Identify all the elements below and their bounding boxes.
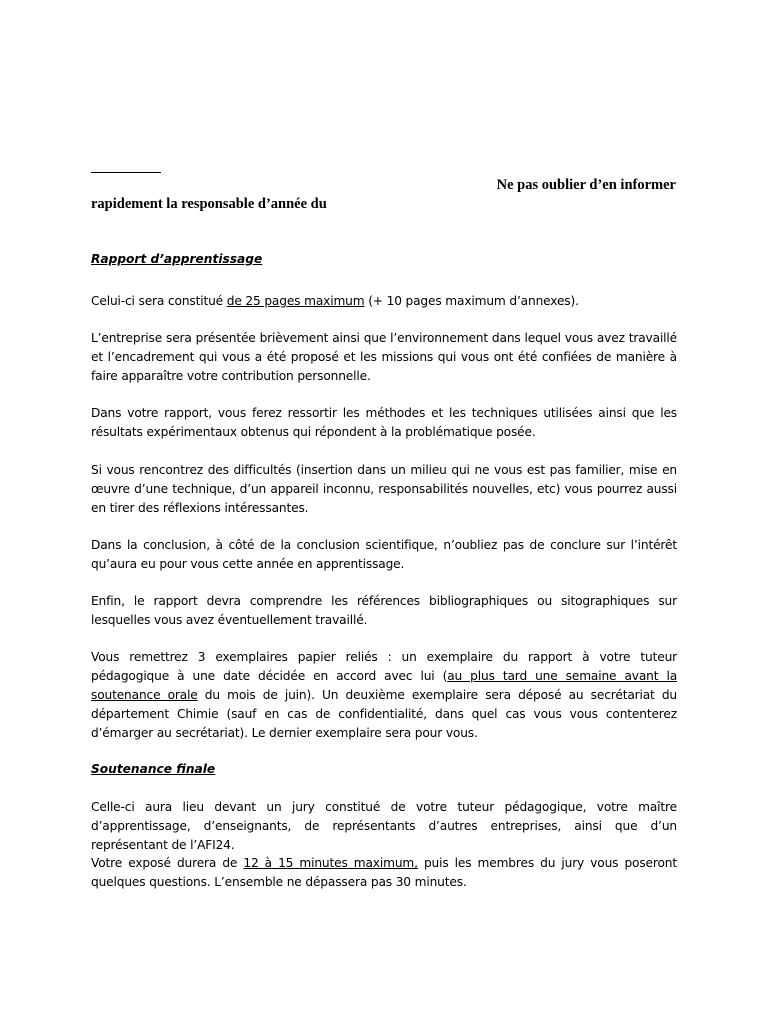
paragraph-page-limit: [91, 292, 677, 311]
section-heading-rapport: Rapport d’apprentissage: [91, 252, 263, 266]
notice-line-2: rapidement la responsable d’année du: [91, 196, 327, 212]
section-heading-soutenance: Soutenance finale: [91, 762, 216, 776]
paragraph-conclusion: [91, 536, 677, 574]
paragraph-text: Si vous rencontrez des difficultés (insertion dans un milieu qui ne vous est pas familier, mise en œuvre d’une technique, d’un appareil inconnu, responsabilités nouvelles, etc) vous pourrez aussi en tirer des réflexions intéressantes.: [91, 463, 677, 515]
paragraph-methodes: [91, 404, 677, 442]
text-run: puis les membres du jury vous poseront quelques questions. L’ensemble ne dépassera pas 30 minutes.: [91, 856, 677, 889]
text-run: du mois de juin). Un deuxième exemplaire sera déposé au secrétariat du département Chimie (sauf en cas de confidentialité, dans quel cas vous vous contenterez d’émarger au secrétariat). Le dernier exemplaire sera pour vous.: [91, 688, 677, 740]
paragraph-text: Celle-ci aura lieu devant un jury constitué de votre tuteur pédagogique, votre maître d’apprentissage, d’enseignants, de représentants d’autres entreprises, ainsi que d’un représentant de l’AFI24.: [91, 800, 677, 852]
paragraph-exemplaires: [91, 648, 677, 743]
paragraph-entreprise: [91, 329, 677, 386]
paragraph-text: Dans votre rapport, vous ferez ressortir les méthodes et les techniques utilisées ainsi que les résultats expérimentaux obtenus qui répondent à la problématique posée.: [91, 406, 677, 439]
paragraph-text: L’entreprise sera présentée brièvement ainsi que l’environnement dans lequel vous avez travaillé et l’encadrement qui vous a été proposé et les missions qui vous ont été confiées de manière à faire apparaître votre contribution personnelle.: [91, 331, 677, 383]
underlined-text: 12 à 15 minutes maximum,: [243, 856, 418, 870]
text-run: (+ 10 pages maximum d’annexes).: [364, 294, 579, 308]
paragraph-expose: [91, 854, 677, 892]
paragraph-text: Dans la conclusion, à côté de la conclusion scientifique, n’oubliez pas de conclure sur l’intérêt qu’aura eu pour vous cette année en apprentissage.: [91, 538, 677, 571]
paragraph-difficultes: [91, 461, 677, 518]
header-rule: [91, 172, 161, 173]
text-run: Vous remettrez 3 exemplaires papier reliés : un exemplaire du rapport à votre tuteur pédagogique à une date décidée en accord avec lui (: [91, 650, 677, 683]
text-run: Celui-ci sera constitué: [91, 294, 227, 308]
paragraph-text: Enfin, le rapport devra comprendre les références bibliographiques ou sitographiques sur lesquelles vous avez éventuellement travaillé.: [91, 594, 677, 627]
paragraph-references: [91, 592, 677, 630]
paragraph-jury: [91, 798, 677, 855]
text-run: Votre exposé durera de: [91, 856, 244, 870]
underlined-text: de 25 pages maximum: [226, 294, 365, 308]
notice-line-1: Ne pas oublier d’en informer: [496, 177, 676, 193]
underlined-text: au plus tard une semaine avant la soutenance orale: [91, 669, 678, 702]
